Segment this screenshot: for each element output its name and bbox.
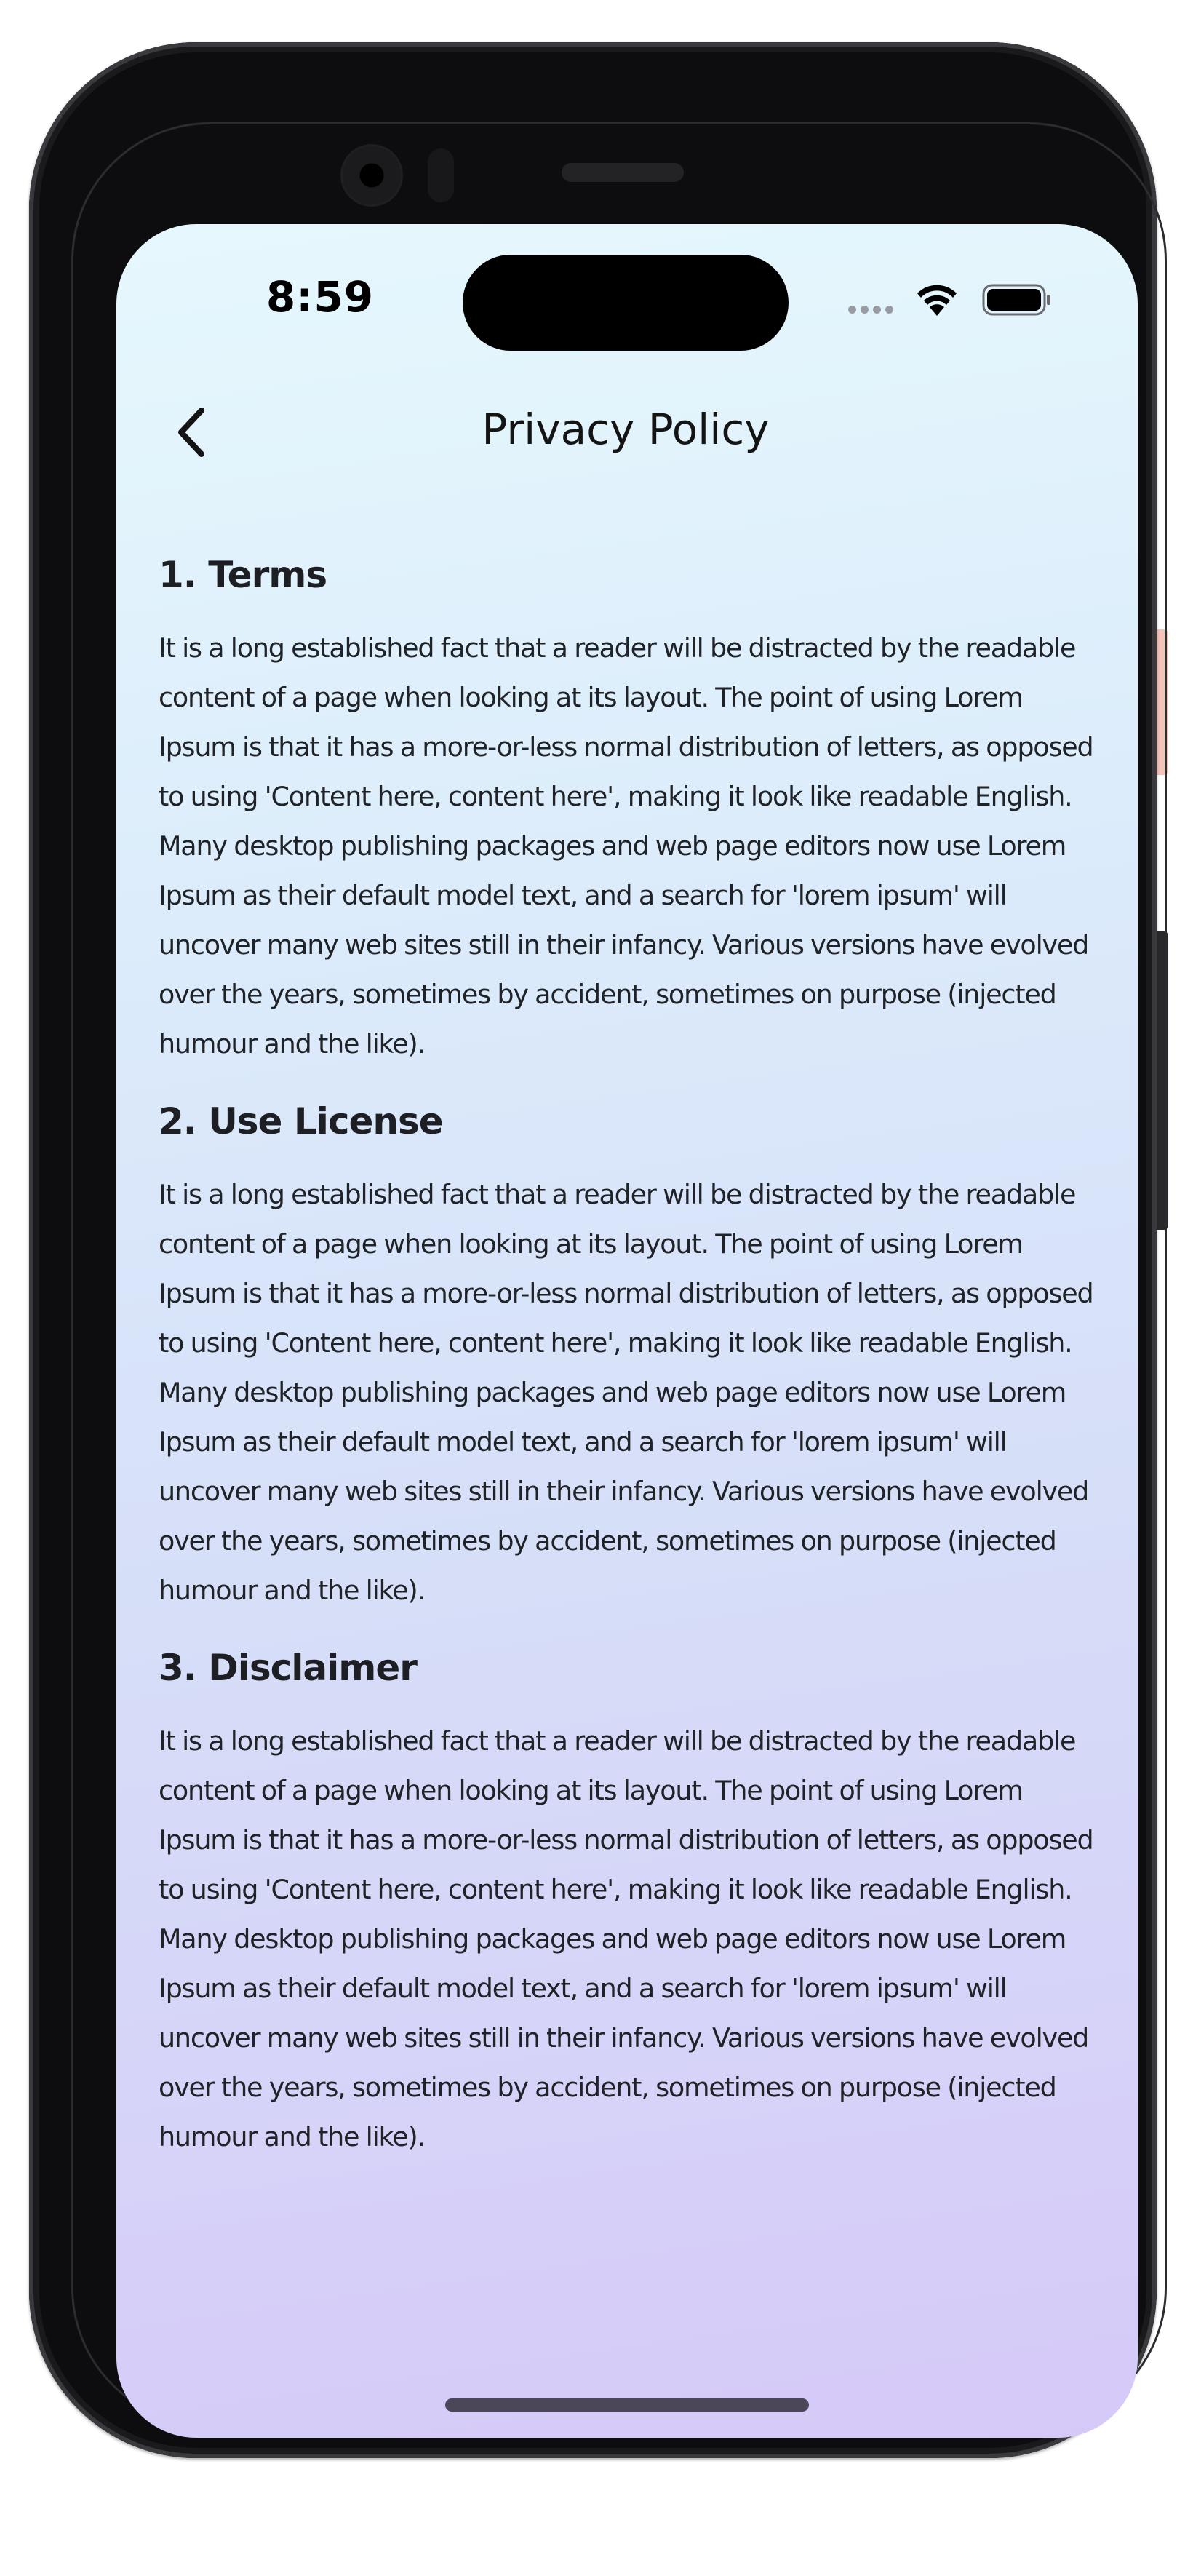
section-body: It is a long established fact that a reader will be distracted by the readable content of a page when looking at its layout. The point of using Lorem Ipsum is that it has a more-or-less normal distribution of letters, as opposed to using 'Content here, content here', making it look like readable English. Many desktop publishing packages and web page editors now use Lorem Ipsum as their default model text, and a search for 'lorem ipsum' will uncover many web sites still in their infancy. Various versions have evolved over the years, sometimes by accident, sometimes on purpose (injected humour and the like). [159, 632, 1093, 1060]
section-use-license [159, 1098, 1104, 1615]
wifi-icon [914, 279, 960, 317]
section-heading: 3. Disclaimer [159, 1647, 417, 1689]
section-terms [159, 552, 1104, 1069]
front-camera [340, 144, 403, 207]
proximity-sensor [428, 148, 454, 202]
section-body: It is a long established fact that a reader will be distracted by the readable content of a page when looking at its layout. The point of using Lorem Ipsum is that it has a more-or-less normal distribution of letters, as opposed to using 'Content here, content here', making it look like readable English. Many desktop publishing packages and web page editors now use Lorem Ipsum as their default model text, and a search for 'lorem ipsum' will uncover many web sites still in their infancy. Various versions have evolved over the years, sometimes by accident, sometimes on purpose (injected humour and the like). [159, 1725, 1093, 2152]
cellular-signal-icon [848, 306, 893, 314]
app-screen [116, 224, 1138, 2438]
section-body: It is a long established fact that a reader will be distracted by the readable content of a page when looking at its layout. The point of using Lorem Ipsum is that it has a more-or-less normal distribution of letters, as opposed to using 'Content here, content here', making it look like readable English. Many desktop publishing packages and web page editors now use Lorem Ipsum as their default model text, and a search for 'lorem ipsum' will uncover many web sites still in their infancy. Various versions have evolved over the years, sometimes by accident, sometimes on purpose (injected humour and the like). [159, 1179, 1093, 1606]
page-title: Privacy Policy [482, 405, 770, 454]
back-button[interactable] [161, 403, 220, 461]
status-time: 8:59 [266, 272, 375, 322]
dynamic-island [463, 255, 789, 351]
section-disclaimer [159, 1645, 1104, 2162]
earpiece-speaker [562, 163, 684, 182]
policy-content [159, 552, 1104, 2191]
chevron-left-icon [174, 406, 207, 458]
section-heading: 1. Terms [159, 554, 327, 596]
home-indicator[interactable] [445, 2398, 809, 2412]
battery-icon [982, 284, 1052, 316]
section-heading: 2. Use License [159, 1100, 443, 1142]
phone-frame [29, 42, 1157, 2458]
